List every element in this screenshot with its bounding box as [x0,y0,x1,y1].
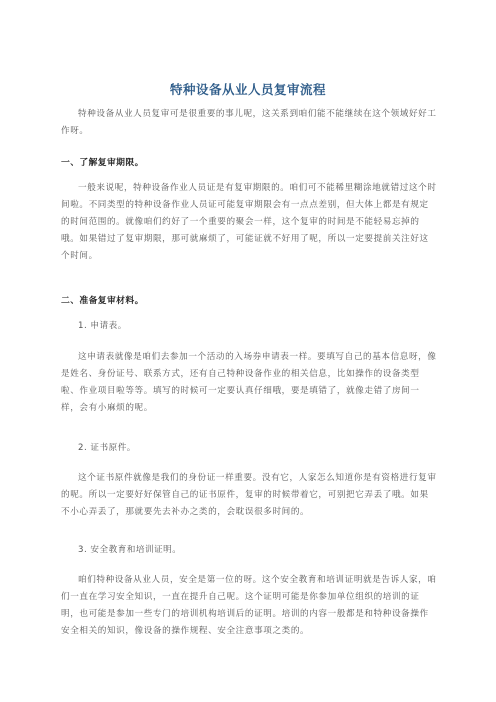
item-2-label [61,440,437,457]
item-3-label [61,542,437,559]
list-item-paragraph: 这个证书原件就像是我们的身份证一样重要。没有它，人家怎么知道你是有资格进行复审的呢。所以一定要好好保管自己的证书原件，复审的时候带着它，可别把它弄丢了哦。如果不小心弄丢了，那就要先去补办之类的，会耽误很多时间的。 [61,473,437,517]
section-heading: 二、准备复审材料。 [61,296,144,306]
section-heading: 一、了解复审期限。 [61,158,144,168]
item-1-label [61,318,437,335]
list-item-paragraph: 咱们特种设备从业人员，安全是第一位的呀。这个安全教育和培训证明就是告诉人家，咱们一直在学习安全知识，一直在提升自己呢。这个证明可能是你参加单位组织的培训的证明，也可能是参加一些专门的培训机构培训后的证明。培训的内容一般都是和特种设备操作安全相关的知识，像设备的操作规程、安全注意事项之类的。 [61,575,437,636]
document-title: 特种设备从业人员复审流程 [169,82,326,97]
list-item-label: 1. 申请表。 [78,321,127,331]
intro-paragraph [61,106,437,140]
item-2-body [61,470,437,521]
list-item-paragraph: 这申请表就像是咱们去参加一个活动的入场券申请表一样。要填写自己的基本信息呀，像是姓名、身份证号、联系方式，还有自己特种设备作业的相关信息，比如操作的设备类型啦、作业项目啦等等。填写的时候可一定要认真仔细哦，要是填错了，就像走错了房间一样，会有小麻烦的呢。 [61,352,437,413]
section-paragraph: 一般来说呢，特种设备作业人员证是有复审期限的。咱们可不能稀里糊涂地就错过这个时间啦。不同类型的特种设备作业人员证可能复审期限会有一点点差别，但大体上都是有规定的时间范围的。就像咱们约好了一个重要的聚会一样，这个复审的时间是不能轻易忘掉的哦。如果错过了复审期限，那可就麻烦了，可能证就不好用了呢，所以一定要提前关注好这个时间。 [61,183,437,261]
section-1-body [61,180,437,265]
section-2-heading [61,293,437,310]
item-1-body [61,349,437,417]
list-item-label: 2. 证书原件。 [78,443,136,453]
list-item-label: 3. 安全教育和培训证明。 [78,545,182,555]
section-1-heading [61,155,437,172]
intro-text: 特种设备从业人员复审可是很重要的事儿呢，这关系到咱们能不能继续在这个领域好好工作呀。 [61,109,437,136]
item-3-body [61,572,437,640]
